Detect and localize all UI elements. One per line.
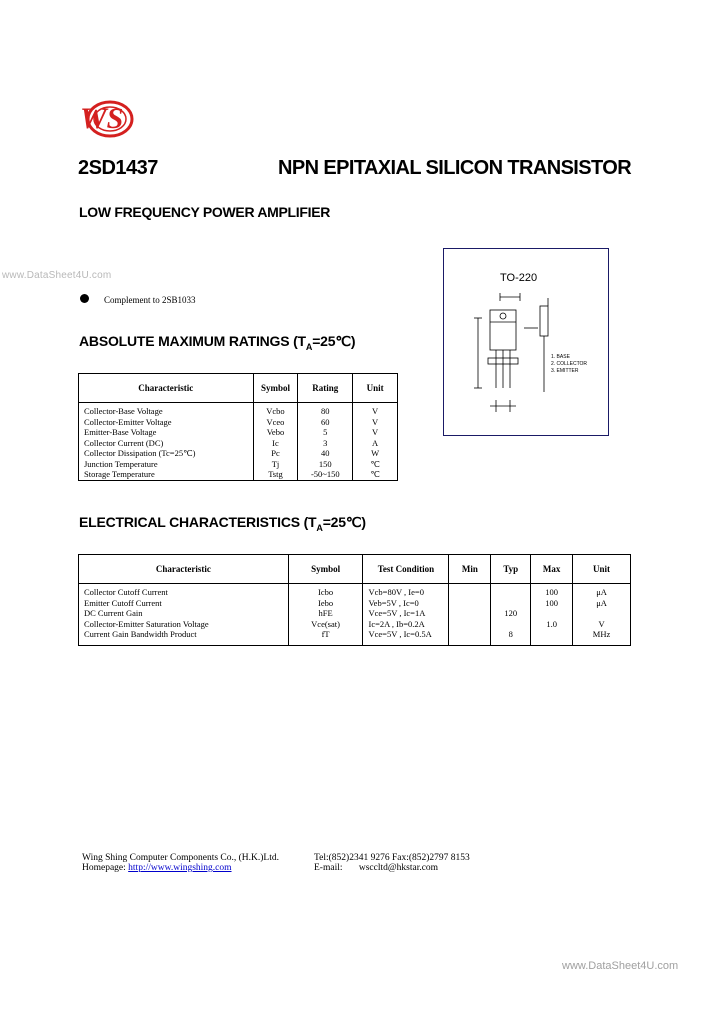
characteristic-column: Collector-Base Voltage Collector-Emitter Voltage Emitter-Base Voltage Collector Current (DC) Collector Dissipation (Tc=25℃) Junction Temperature Storage Temperature: [79, 403, 254, 481]
watermark-bottom: www.DataSheet4U.com: [562, 960, 679, 972]
symbol-column: Icbo Iebo hFE Vce(sat) fT: [288, 584, 363, 646]
column-header: Symbol: [253, 374, 298, 403]
logo-text: WS: [80, 102, 124, 135]
subtitle: LOW FREQUENCY POWER AMPLIFIER: [79, 204, 331, 220]
test-condition-column: Vcb=80V , Ie=0 Veb=5V , Ic=0 Vce=5V , Ic=1A Ic=2A , Ib=0.2A Vce=5V , Ic=0.5A: [363, 584, 449, 646]
homepage-line: [82, 863, 232, 873]
column-header: Typ: [491, 555, 531, 584]
symbol-column: Vcbo Vceo Vebo Ic Pc Tj Tstg: [253, 403, 298, 481]
characteristic-column: Collector Cutoff Current Emitter Cutoff Current DC Current Gain Collector-Emitter Saturation Voltage Current Gain Bandwidth Product: [79, 584, 289, 646]
pin-label-1: 1. BASE: [551, 354, 570, 360]
page-title: NPN EPITAXIAL SILICON TRANSISTOR: [278, 157, 632, 179]
min-column: [449, 584, 491, 646]
phone-fax: Tel:(852)2341 9276 Fax:(852)2797 8153: [314, 853, 470, 863]
column-header: Symbol: [288, 555, 363, 584]
email-address[interactable]: wsccltd@hkstar.com: [358, 863, 439, 873]
package-drawing: [460, 288, 600, 428]
column-header: Min: [449, 555, 491, 584]
bullet-icon: [80, 294, 89, 303]
unit-column: V V V A W ℃ ℃: [353, 403, 398, 481]
column-header: Test Condition: [363, 555, 449, 584]
table-header-row: [79, 374, 398, 403]
column-header: Characteristic: [79, 555, 289, 584]
package-name: TO-220: [500, 272, 538, 284]
email-label: E-mail:: [314, 863, 343, 873]
rating-column: 80 60 5 3 40 150 -50~150: [298, 403, 353, 481]
abs-max-table: [78, 373, 398, 481]
typ-column: 120 8: [491, 584, 531, 646]
elec-table: [78, 554, 631, 646]
elec-heading: ELECTRICAL CHARACTERISTICS $(T_A=25℃)$: [79, 514, 366, 533]
company-logo: [76, 96, 142, 138]
max-column: 100 100 1.0: [531, 584, 573, 646]
table-body-row: [79, 403, 398, 481]
column-header: Rating: [298, 374, 353, 403]
homepage-link[interactable]: http://www.wingshing.com: [128, 863, 232, 873]
column-header: Max: [531, 555, 573, 584]
feature-item: Complement to 2SB1033: [104, 295, 196, 305]
column-header: Characteristic: [79, 374, 254, 403]
abs-max-heading: ABSOLUTE MAXIMUM RATINGS $(T_A=25℃)$: [79, 333, 356, 352]
unit-column: μA μA V MHz: [573, 584, 631, 646]
part-number: 2SD1437: [78, 157, 158, 179]
table-body-row: [79, 584, 631, 646]
watermark-top: www.DataSheet4U.com: [2, 270, 112, 281]
pin-label-2: 2. COLLECTOR: [551, 361, 588, 367]
column-header: Unit: [353, 374, 398, 403]
company-name: Wing Shing Computer Components Co., (H.K.)Ltd.: [82, 853, 279, 863]
column-header: Unit: [573, 555, 631, 584]
homepage-label: Homepage:: [82, 863, 126, 873]
email-line: [314, 863, 438, 873]
table-header-row: [79, 555, 631, 584]
pin-label-3: 3. EMITTER: [551, 368, 579, 374]
